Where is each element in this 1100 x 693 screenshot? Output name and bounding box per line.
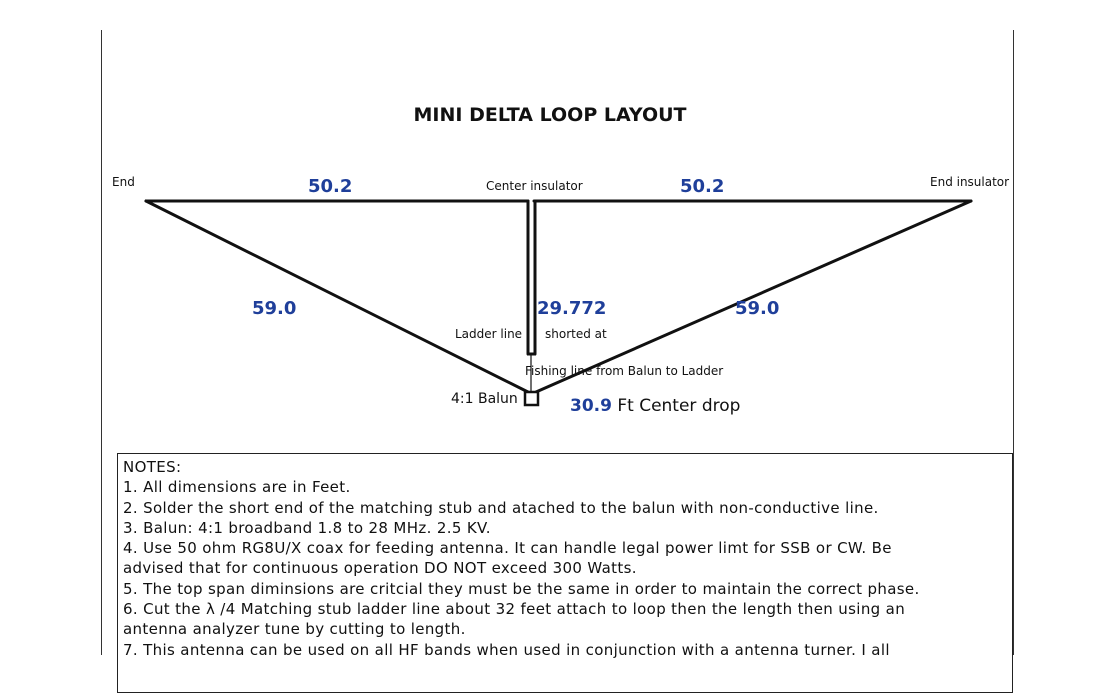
left-side-dimension: 59.0 xyxy=(252,298,297,319)
right-end-label: End insulator xyxy=(930,175,1010,189)
note-line: 4. Use 50 ohm RG8U/X coax for feeding antenna. It can handle legal power limt for SSB or CW. Be xyxy=(123,539,892,558)
left-end-label: End xyxy=(112,175,135,189)
note-line: 6. Cut the λ /4 Matching stub ladder line about 32 feet attach to loop then the length then using an xyxy=(123,600,906,619)
stub-dimension: 29.772 xyxy=(537,298,607,319)
notes-heading: NOTES: xyxy=(123,458,182,476)
left-side-wire xyxy=(146,201,528,392)
center-drop-label xyxy=(570,396,740,416)
center-drop-value: 30.9 xyxy=(570,396,612,416)
balun-box xyxy=(525,392,538,405)
shorted-at-label: shorted at xyxy=(545,327,607,341)
top-left-dimension: 50.2 xyxy=(308,176,353,197)
note-line: 5. The top span diminsions are critcial they must be the same in order to maintain the correct phase. xyxy=(123,579,920,598)
center-insulator-label: Center insulator xyxy=(486,179,583,193)
note-line: antenna analyzer tune by cutting to length. xyxy=(123,620,466,639)
center-drop-text: Ft Center drop xyxy=(617,396,741,416)
balun-label: 4:1 Balun xyxy=(451,391,518,407)
right-side-dimension: 59.0 xyxy=(735,298,780,319)
page-title: MINI DELTA LOOP LAYOUT xyxy=(413,104,687,126)
fishing-line-label: Fishing line from Balun to Ladder xyxy=(525,364,724,378)
note-line: 7. This antenna can be used on all HF bands when used in conjunction with a antenna turner. I all xyxy=(123,640,890,659)
ladder-line-label: Ladder line xyxy=(455,327,523,341)
note-line: advised that for continuous operation DO NOT exceed 300 Watts. xyxy=(123,559,637,578)
note-line: 3. Balun: 4:1 broadband 1.8 to 28 MHz. 2.5 KV. xyxy=(123,518,491,537)
notes-box xyxy=(117,453,1013,693)
note-line: 1. All dimensions are in Feet. xyxy=(123,478,351,497)
note-line: 2. Solder the short end of the matching stub and atached to the balun with non-conductive line. xyxy=(123,498,879,517)
top-right-dimension: 50.2 xyxy=(680,176,725,197)
